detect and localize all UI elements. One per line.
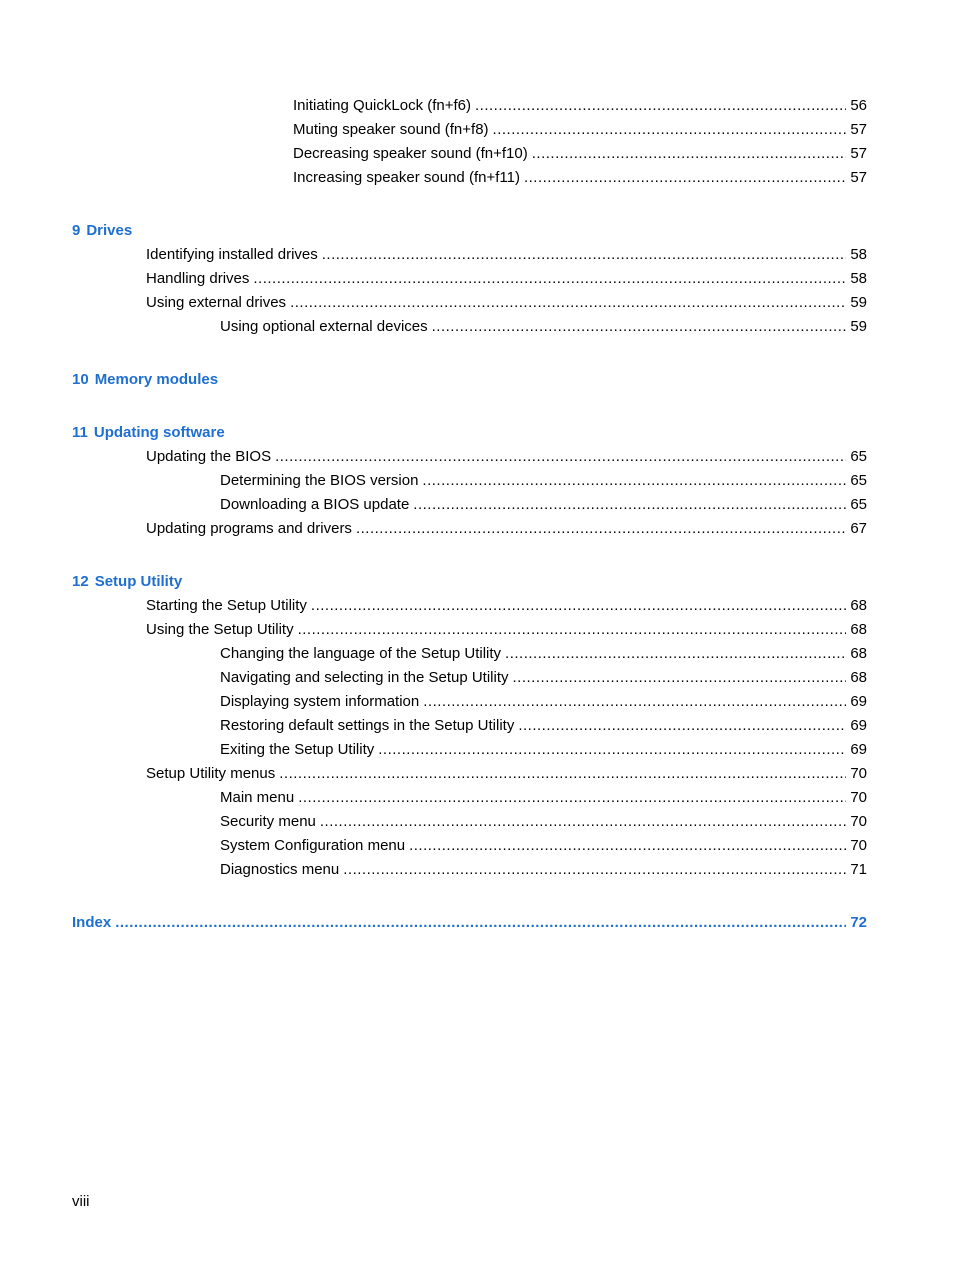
toc-entry-title: Diagnostics menu: [220, 861, 340, 878]
toc-entry-title: Updating programs and drivers: [146, 520, 352, 537]
dot-leader: [413, 495, 846, 515]
toc-entry-page: 65: [850, 496, 867, 513]
chapter-title: Setup Utility: [94, 573, 183, 590]
toc-entry-title: Using external drives: [146, 294, 287, 311]
chapter-title: Updating software: [93, 424, 225, 441]
toc-entry[interactable]: [220, 692, 867, 712]
toc-entry-page: 67: [850, 520, 867, 537]
chapter-heading-memory-modules[interactable]: [72, 370, 218, 390]
dot-leader: [423, 692, 846, 712]
toc-entry[interactable]: [220, 668, 867, 688]
toc-entry[interactable]: [220, 836, 867, 856]
toc-entry[interactable]: [220, 740, 867, 760]
toc-entry-page: 57: [850, 169, 867, 186]
chapter-title: Memory modules: [94, 371, 219, 388]
toc-entry-title: Starting the Setup Utility: [146, 597, 307, 614]
toc-entry-title: Downloading a BIOS update: [220, 496, 410, 513]
dot-leader: [409, 836, 846, 856]
dot-leader: [518, 716, 846, 736]
dot-leader: [311, 596, 846, 616]
toc-entry-title: System Configuration menu: [220, 837, 406, 854]
toc-entry-title: Main menu: [220, 789, 295, 806]
toc-entry-page: 69: [850, 693, 867, 710]
toc-entry[interactable]: [146, 596, 867, 616]
toc-entry[interactable]: [220, 860, 867, 880]
dot-leader: [298, 788, 846, 808]
toc-entry-page: 56: [850, 97, 867, 114]
toc-entry-title: Updating the BIOS: [146, 448, 272, 465]
toc-entry[interactable]: [220, 495, 867, 515]
toc-entry-title: Security menu: [220, 813, 316, 830]
toc-entry-title: Decreasing speaker sound (fn+f10): [293, 145, 528, 162]
toc-entry-page: 69: [850, 741, 867, 758]
toc-entry[interactable]: [146, 245, 867, 265]
dot-leader: [513, 668, 847, 688]
toc-entry[interactable]: [293, 144, 867, 164]
chapter-number: 9: [72, 222, 81, 239]
chapter-number: 10: [72, 371, 89, 388]
toc-entry-title: Displaying system information: [220, 693, 420, 710]
toc-entry-title: Setup Utility menus: [146, 765, 276, 782]
toc-entry-page: 58: [850, 270, 867, 287]
chapter-title: Drives: [86, 222, 133, 239]
toc-entry[interactable]: [220, 471, 867, 491]
toc-entry[interactable]: [146, 269, 867, 289]
toc-entry-title: Increasing speaker sound (fn+f11): [293, 169, 520, 186]
toc-entry-page: 65: [850, 448, 867, 465]
toc-entry-page: 57: [850, 145, 867, 162]
toc-entry[interactable]: [146, 519, 867, 539]
toc-entry-title: Using optional external devices: [220, 318, 428, 335]
toc-entry[interactable]: [146, 447, 867, 467]
dot-leader: [275, 447, 846, 467]
toc-entry[interactable]: [146, 764, 867, 784]
toc-entry-page: 68: [850, 669, 867, 686]
toc-index-entry[interactable]: [72, 913, 867, 933]
dot-leader: [505, 644, 846, 664]
toc-entry[interactable]: [293, 120, 867, 140]
dot-leader: [322, 245, 847, 265]
footer-page-number: viii: [72, 1193, 90, 1210]
dot-leader: [524, 168, 846, 188]
toc-entry-title: Initiating QuickLock (fn+f6): [293, 97, 472, 114]
toc-entry-page: 69: [850, 717, 867, 734]
dot-leader: [356, 519, 846, 539]
dot-leader: [343, 860, 846, 880]
dot-leader: [279, 764, 846, 784]
toc-entry-page: 58: [850, 246, 867, 263]
chapter-heading-setup-utility[interactable]: [72, 572, 182, 592]
index-title: Index: [72, 914, 112, 931]
dot-leader: [532, 144, 847, 164]
toc-entry[interactable]: [220, 317, 867, 337]
toc-entry-page: 68: [850, 621, 867, 638]
dot-leader: [378, 740, 846, 760]
dot-leader: [432, 317, 847, 337]
toc-entry-page: 70: [850, 765, 867, 782]
toc-entry[interactable]: [146, 293, 867, 313]
toc-entry-page: 59: [850, 294, 867, 311]
toc-entry-page: 59: [850, 318, 867, 335]
toc-entry-title: Determining the BIOS version: [220, 472, 419, 489]
toc-entry-page: 57: [850, 121, 867, 138]
chapter-heading-drives[interactable]: [72, 221, 132, 241]
toc-entry-page: 68: [850, 645, 867, 662]
toc-entry-page: 70: [850, 813, 867, 830]
toc-entry[interactable]: [220, 716, 867, 736]
toc-entry-page: 70: [850, 837, 867, 854]
toc-entry-title: Restoring default settings in the Setup Utility: [220, 717, 515, 734]
toc-entry-page: 71: [850, 861, 867, 878]
chapter-number: 11: [72, 424, 88, 441]
toc-entry-page: 70: [850, 789, 867, 806]
toc-entry-title: Exiting the Setup Utility: [220, 741, 375, 758]
toc-entry-title: Muting speaker sound (fn+f8): [293, 121, 489, 138]
dot-leader: [298, 620, 847, 640]
toc-entry-page: 68: [850, 597, 867, 614]
toc-entry-title: Handling drives: [146, 270, 250, 287]
dot-leader: [320, 812, 846, 832]
toc-entry[interactable]: [293, 168, 867, 188]
dot-leader: [475, 96, 846, 116]
chapter-number: 12: [72, 573, 89, 590]
toc-entry-page: 65: [850, 472, 867, 489]
toc-entry[interactable]: [220, 788, 867, 808]
toc-entry-title: Using the Setup Utility: [146, 621, 294, 638]
toc-entry[interactable]: [293, 96, 867, 116]
index-page: 72: [850, 914, 867, 931]
dot-leader: [493, 120, 847, 140]
toc-entry-title: Navigating and selecting in the Setup Utility: [220, 669, 509, 686]
toc-entry-title: Identifying installed drives: [146, 246, 318, 263]
dot-leader: [115, 913, 846, 933]
toc-entry-title: Changing the language of the Setup Utility: [220, 645, 502, 662]
chapter-heading-updating-software[interactable]: [72, 423, 225, 443]
toc-entry[interactable]: [146, 620, 867, 640]
toc-entry[interactable]: [220, 812, 867, 832]
toc-entry[interactable]: [220, 644, 867, 664]
dot-leader: [253, 269, 846, 289]
dot-leader: [290, 293, 846, 313]
dot-leader: [422, 471, 846, 491]
